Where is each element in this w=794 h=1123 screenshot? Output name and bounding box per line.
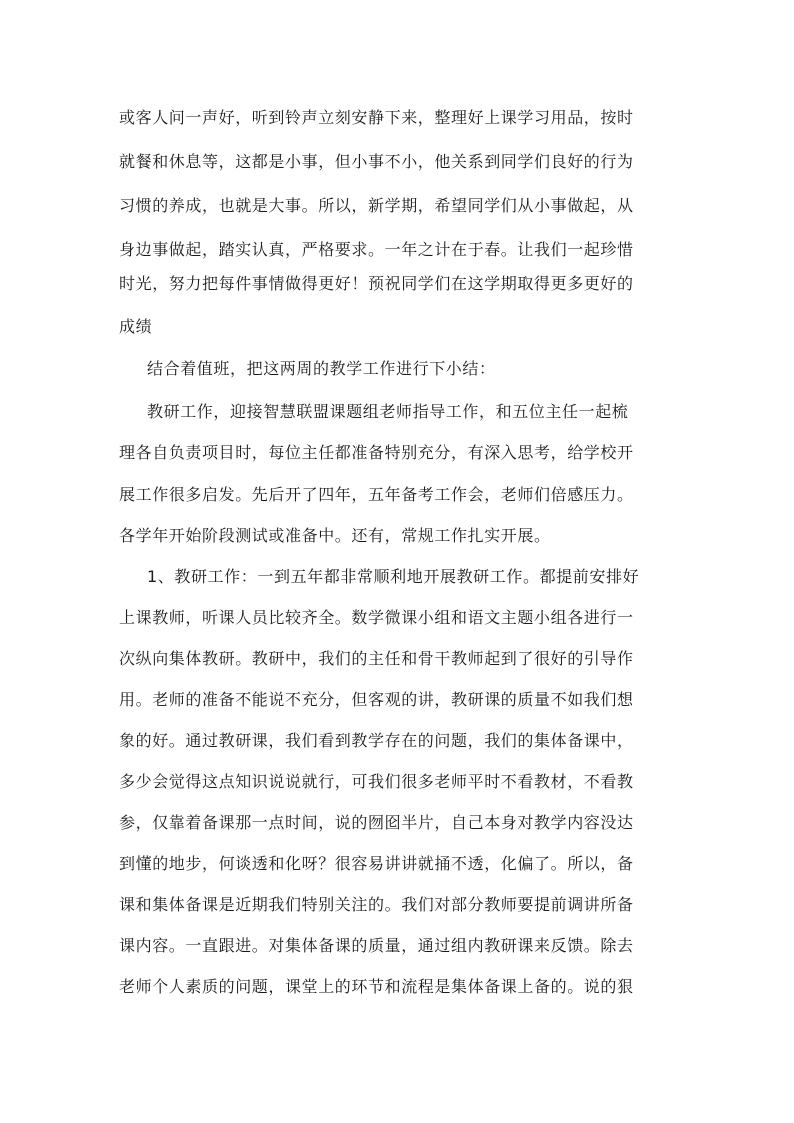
- text-line-13: 上课教师，听课人员比较齐全。数学微课小组和语文主题小组各进行一: [119, 608, 634, 627]
- text-line-22: 老师个人素质的问题，课堂上的环节和流程是集体备课上备的。说的狠: [119, 977, 634, 996]
- text-line-7: 结合着值班，把这两周的教学工作进行下小结：: [147, 359, 496, 378]
- text-line-14: 次纵向集体教研。教研中，我们的主任和骨干教师起到了很好的引导作: [119, 649, 634, 668]
- text-line-3: 习惯的养成，也就是大事。所以，新学期，希望同学们从小事做起，从: [119, 196, 634, 215]
- text-line-8: 教研工作，迎接智慧联盟课题组老师指导工作，和五位主任一起梳: [147, 402, 629, 421]
- text-line-19: 到懂的地步，何谈透和化呀？很容易讲讲就捅不透，化偏了。所以，备: [119, 854, 634, 873]
- text-line-1: 或客人问一声好，听到铃声立刻安静下来，整理好上课学习用品，按时: [119, 108, 634, 127]
- text-line-20: 课和集体备课是近期我们特别关注的。我们对部分教师要提前调讲所备: [119, 895, 634, 914]
- text-line-16: 象的好。通过教研课，我们看到教学存在的问题，我们的集体备课中，: [119, 731, 634, 750]
- text-line-18: 参，仅靠着备课那一点时间，说的囫囵半片，自己本身对教学内容没达: [119, 813, 634, 832]
- text-line-12: 1、教研工作：一到五年都非常顺利地开展教研工作。都提前安排好: [147, 567, 640, 586]
- text-line-11: 各学年开始阶段测试或准备中。还有，常规工作扎实开展。: [119, 526, 551, 545]
- text-line-5: 时光，努力把每件事情做得更好！预祝同学们在这学期取得更多更好的: [119, 274, 634, 293]
- text-line-21: 课内容。一直跟进。对集体备课的质量，通过组内教研课来反馈。除去: [119, 936, 634, 955]
- text-line-9: 理各自负责项目时，每位主任都准备特别充分，有深入思考，给学校开: [119, 443, 634, 462]
- text-line-2: 就餐和休息等，这都是小事，但小事不小，他关系到同学们良好的行为: [119, 152, 634, 171]
- text-line-4: 身边事做起，踏实认真，严格要求。一年之计在于春。让我们一起珍惜: [119, 240, 634, 259]
- text-line-15: 用。老师的准备不能说不充分，但客观的讲，教研课的质量不如我们想: [119, 690, 634, 709]
- text-line-17: 多少会觉得这点知识说说就行，可我们很多老师平时不看教材，不看教: [119, 772, 634, 791]
- text-line-10: 展工作很多启发。先后开了四年，五年备考工作会，老师们倍感压力。: [119, 485, 634, 504]
- text-line-6: 成绩: [119, 317, 153, 336]
